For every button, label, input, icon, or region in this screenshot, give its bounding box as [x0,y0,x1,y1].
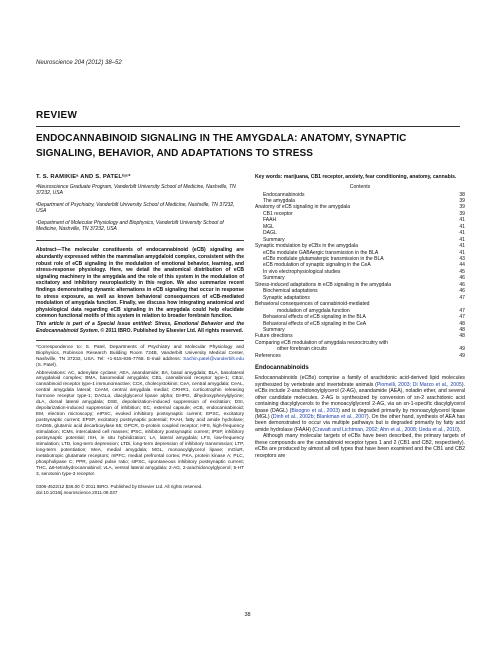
citation-link[interactable]: Bisogno et al., 2003 [291,407,339,414]
left-column [36,174,244,496]
toc-entry-page: 41 [459,217,465,224]
toc-entry-label: In vivo electrophysiological studies [263,268,341,275]
correspondence-text: *Correspondence to: S. Patel, Departments of Psychiatry and Molecular Physiology and Biophysics, Robinson Research Building Room 724B, Vanderbilt University Medical Center, Nashville, TN 37232, USA. Tel: +1-615-936-7768. [36,345,244,363]
right-column [255,174,465,459]
email-label: E-mail address: [147,357,184,363]
toc-entry-label: Anatomy of eCB signaling in the amygdala [255,204,351,211]
authors: T. S. RAMIKIEᵃ AND S. PATELᵇʲᶜ* [36,174,131,180]
affiliation-b: ᵇDepartment of Psychiatry, Vanderbilt University School of Medicine, Nashville, TN 37232, USA [36,201,235,215]
citation-link[interactable]: Piomelli, 2003; Di Marzo et al., 2005 [376,381,462,388]
toc-entry-label: Stress-induced adaptations in eCB signaling in the amygdala [255,281,392,288]
toc-entry-page: 48 [459,327,465,334]
toc-entry-label: Future directions [255,333,293,340]
abstract [36,247,244,320]
toc-entry-label: References [255,352,281,359]
toc-entry-page: 41 [459,249,465,256]
page-number: 38 [244,612,251,618]
toc-entry-page: 41 [459,230,465,237]
citation-link[interactable]: Cravatt and Lichtman, 2002; Ahn et al., 2008; Ueda et al., 2010 [314,426,458,433]
special-issue-note [36,321,244,334]
toc-entry-label: Summary [263,275,285,282]
toc-entry-label: Endocannabinoids [263,191,305,198]
body-text-run: ). eCBs include 2-arachidonoylglycerol (2-AG), anandamide (AEA), noladin ether, and several other candidate molecules. 2-AG is synthesized by conversion of sn-2 arachidonic acid containing diacylglycerols to the monoacylglycerol 2-AG, via an sn-1-specific diacylglycerol lipase (DAGL) ( [255,381,465,414]
article-title: ENDOCANNABINOID SIGNALING IN THE AMYGDALA: ANATOMY, SYNAPTIC SIGNALING, BEHAVIOR, AND ADAPTATIONS TO STRESS [36,133,407,159]
toc-entry-label: DAGL [263,230,277,237]
toc-entry-label: eCBs modulate glutamatergic transmission in the BLA [263,256,384,263]
toc-entry-page: 46 [459,288,465,295]
abbreviations-footnote: Abbreviations: AC, adenylate cyclase; AEA, anandamide; BA, basal amygdala; BLA, basolateral amygdaloid complex; BMA, basomedial amygdala; CB1, cannabinoid receptor type-1; CB1r, cannabinoid receptor type-1 immunoreactive; CCK, cholecystokinin; CeA, central amygdala; CeAL, central amygdala lateral; CeAM, central amygdala medial; CRHR1, corticotrophin releasing hormone receptor type-1; DAGLα, diacylglycerol lipase alpha; DHPG, dihydroxyphenylglycine; dLA, dorsal lateral amygdala; DSE, depolarization-induced suppression of excitation; DSI, depolarization-induced suppression of inhibition; EC, external capsule; eCB, endocannabinoid; EM, electron microscopy; eIPSC, evoked inhibitory postsynaptic current; EPSC, excitatory postsynaptic current; EPSP, excitatory postsynaptic potential; FAAH, fatty acid amide hydrolase; GAD65, glutamic acid decarboxylase 65; GPCR, G-protein coupled receptor; HFS, high-frequency stimulation; ICMs, intercalated cell masses; IPSC, inhibitory postsynaptic current; IPSP, inhibitory postsynaptic potential; ISH, in situ hybridization; LA, lateral amygdala; LFS, low-frequency stimulation; LTD, long-term depression; LTDi, long-term depression of inhibitory transmission; LTP, long-term potentiation; MeA, medial amygdala; MGL, monoacylglycerol lipase; mGluR, metabotropic glutamate receptors; mPFC, medial prefrontal cortex; PKA, protein kinase A; PLC, phospholipase C; PPR, paired pulse ratio; sIPSC, spontaneous inhibitory postsynaptic current; THC, Δ9-tetrahydrocannabinol; vLA, ventral lateral amygdala; 2-AG, 2-arachidonoylglycerol; 5-HT 3, serotonin type-3 receptor. [36,370,244,477]
contents-heading: Contents [349,183,371,190]
toc-entry-page: 45 [459,268,465,275]
issn-line: 0306-4522/12 $36.00 © 2011 IBRO. Published by Elsevier Ltd. All rights reserved. [36,483,203,489]
table-of-contents [255,192,465,360]
toc-entry-page: 38 [459,191,465,198]
toc-entry-label: Comparing eCB modulation of amygdala neurocircuitry with [255,339,388,346]
toc-entry-label: Behavioral consequences of cannabinoid-mediated [255,301,370,308]
toc-entry-label: Biochemical adaptations [263,288,318,295]
journal-reference: Neuroscience 204 (2012) 38–52 [36,60,122,66]
toc-entry-label: Synaptic modulation by eCBs in the amygdala [255,243,358,250]
toc-entry-page: 47 [459,294,465,301]
affiliation-c: ᶜDepartment of Molecular Physiology and Biophysics, Vanderbilt University School of Medicine, Nashville, TN 37232, USA [36,219,224,233]
toc-entry-page: 39 [459,204,465,211]
keywords: Key words: marijuana, CB1 receptor, anxiety, fear conditioning, anatomy, cannabis. [255,174,457,180]
body-paragraph-2: Although many molecular targets of eCBs have been described, the primary targets of these compounds are the cannabinoid receptor types 1 and 2 (CB1 and CB2, respectively). eCBs are produced by almost all cell types that have been examined and the CB1 and CB2 receptors are [255,433,465,459]
toc-entry-page: 39 [459,210,465,217]
toc-entry-label: eCB modulation of synaptic signaling in the CeA [263,262,371,269]
body-text-run: ) and is degraded primarily by monoacylglycerol lipase (MGL) ( [255,407,465,420]
email-tail: (S. Patel). [36,363,58,369]
affiliation-a: ᵃNeuroscience Graduate Program, Vanderbilt University School of Medicine, Nashville, TN 37232, USA [36,184,236,197]
special-issue-lead: This article is part of a Special Issue entitled: [36,320,155,327]
email-link[interactable]: Sachin.patel@vanderbilt.edu [183,357,244,363]
toc-entry-label: CB1 receptor [263,210,293,217]
doi-line[interactable]: doi:10.1016/j.neuroscience.2011.08.037 [36,489,118,495]
toc-entry-page: 46 [459,281,465,288]
abstract-text: —The molecular constituents of endocannabinoid (eCB) signaling are abundantly expressed within the mammalian amygdaloid complex, consistent with the robust role of eCB signaling in the modulation of emotional behavior, learning, and stress-response physiology. Here, we detail the anatomical distribution of eCB signaling machinery in the amygdala and the role of this system in the modulation of excitatory and inhibitory neuroplasticity in this region. We also summarize recent findings demonstrating dynamic alternations in eCB signaling that occur in response to stress exposure, as well as known behavioral consequences of eCB-mediated modulation of amygdala function. Finally, we discuss how integrating anatomical and physiological data regarding eCB signaling in the amygdala could help elucidate common functional motifs of this system in relation to broader forebrain function. [36,247,244,320]
toc-entry-page: 46 [459,275,465,282]
toc-entry-label: modulation of amygdala function [277,307,350,314]
toc-entry-page: 39 [459,197,465,204]
body-text-run: Endocannabinoids (eCBs) comprise a family of arachidonic acid-derived lipid molecules synthesized by vertebrate and invertebrate animals ( [255,375,465,388]
body-text-run: ). On the other hand, synthesis of AEA has been demonstrated to occur via multiple pathways but is degraded primarily by fatty acid amide hydrolase (FAAH) ( [255,414,465,433]
abstract-label: Abstract [36,247,57,254]
toc-entry-page: 41 [459,243,465,250]
toc-entry-page: 41 [459,223,465,230]
section-heading-endocannabinoids: Endocannabinoids [255,365,309,372]
toc-entry-label: Summary [263,236,285,243]
toc-entry-label: Summary [263,327,285,334]
body-paragraph-1 [255,375,465,433]
correspondence-footnote [36,345,244,369]
section-label: REVIEW [36,110,78,121]
toc-entry-page: 49 [459,352,465,359]
footnote-rule [36,340,244,341]
toc-entry-page: 48 [459,333,465,340]
toc-entry-label: Behavioral effects of eCB signaling in the BLA [263,314,366,321]
body-text-run: ). [457,426,462,433]
toc-entry-page: 47 [459,314,465,321]
toc-entry-page: 44 [459,262,465,269]
copyright-note: . © 2011 IBRO. Published by Elsevier Ltd. All rights reserved. [97,327,244,334]
toc-entry-page: 49 [459,346,465,353]
toc-entry-label: other forebrain circuits [277,346,327,353]
publication-info [36,484,244,496]
toc-entry-label: MGL [263,223,274,230]
toc-entry-label: Synaptic adaptations [263,294,310,301]
toc-entry-page: 47 [459,307,465,314]
toc-entry-page: 43 [459,256,465,263]
citation-link[interactable]: Dinh et al., 2002b; Blankman et al., 2007 [272,414,367,420]
toc-entry[interactable] [255,353,465,359]
abstract-top-rule [36,240,244,241]
toc-entry-page: 48 [459,320,465,327]
toc-entry-label: Behavioral effects of eCB signaling in the CeA [263,320,367,327]
toc-entry-label: eCBs modulate GABAergic transmission in the BLA [263,249,379,256]
toc-entry-label: FAAH [263,217,277,224]
toc-entry-label: The amygdala [263,197,295,204]
header-rule [36,126,460,127]
special-issue-title: Stress, Emotional Behavior and the Endocannabinoid System [36,320,244,334]
toc-entry-page: 41 [459,236,465,243]
